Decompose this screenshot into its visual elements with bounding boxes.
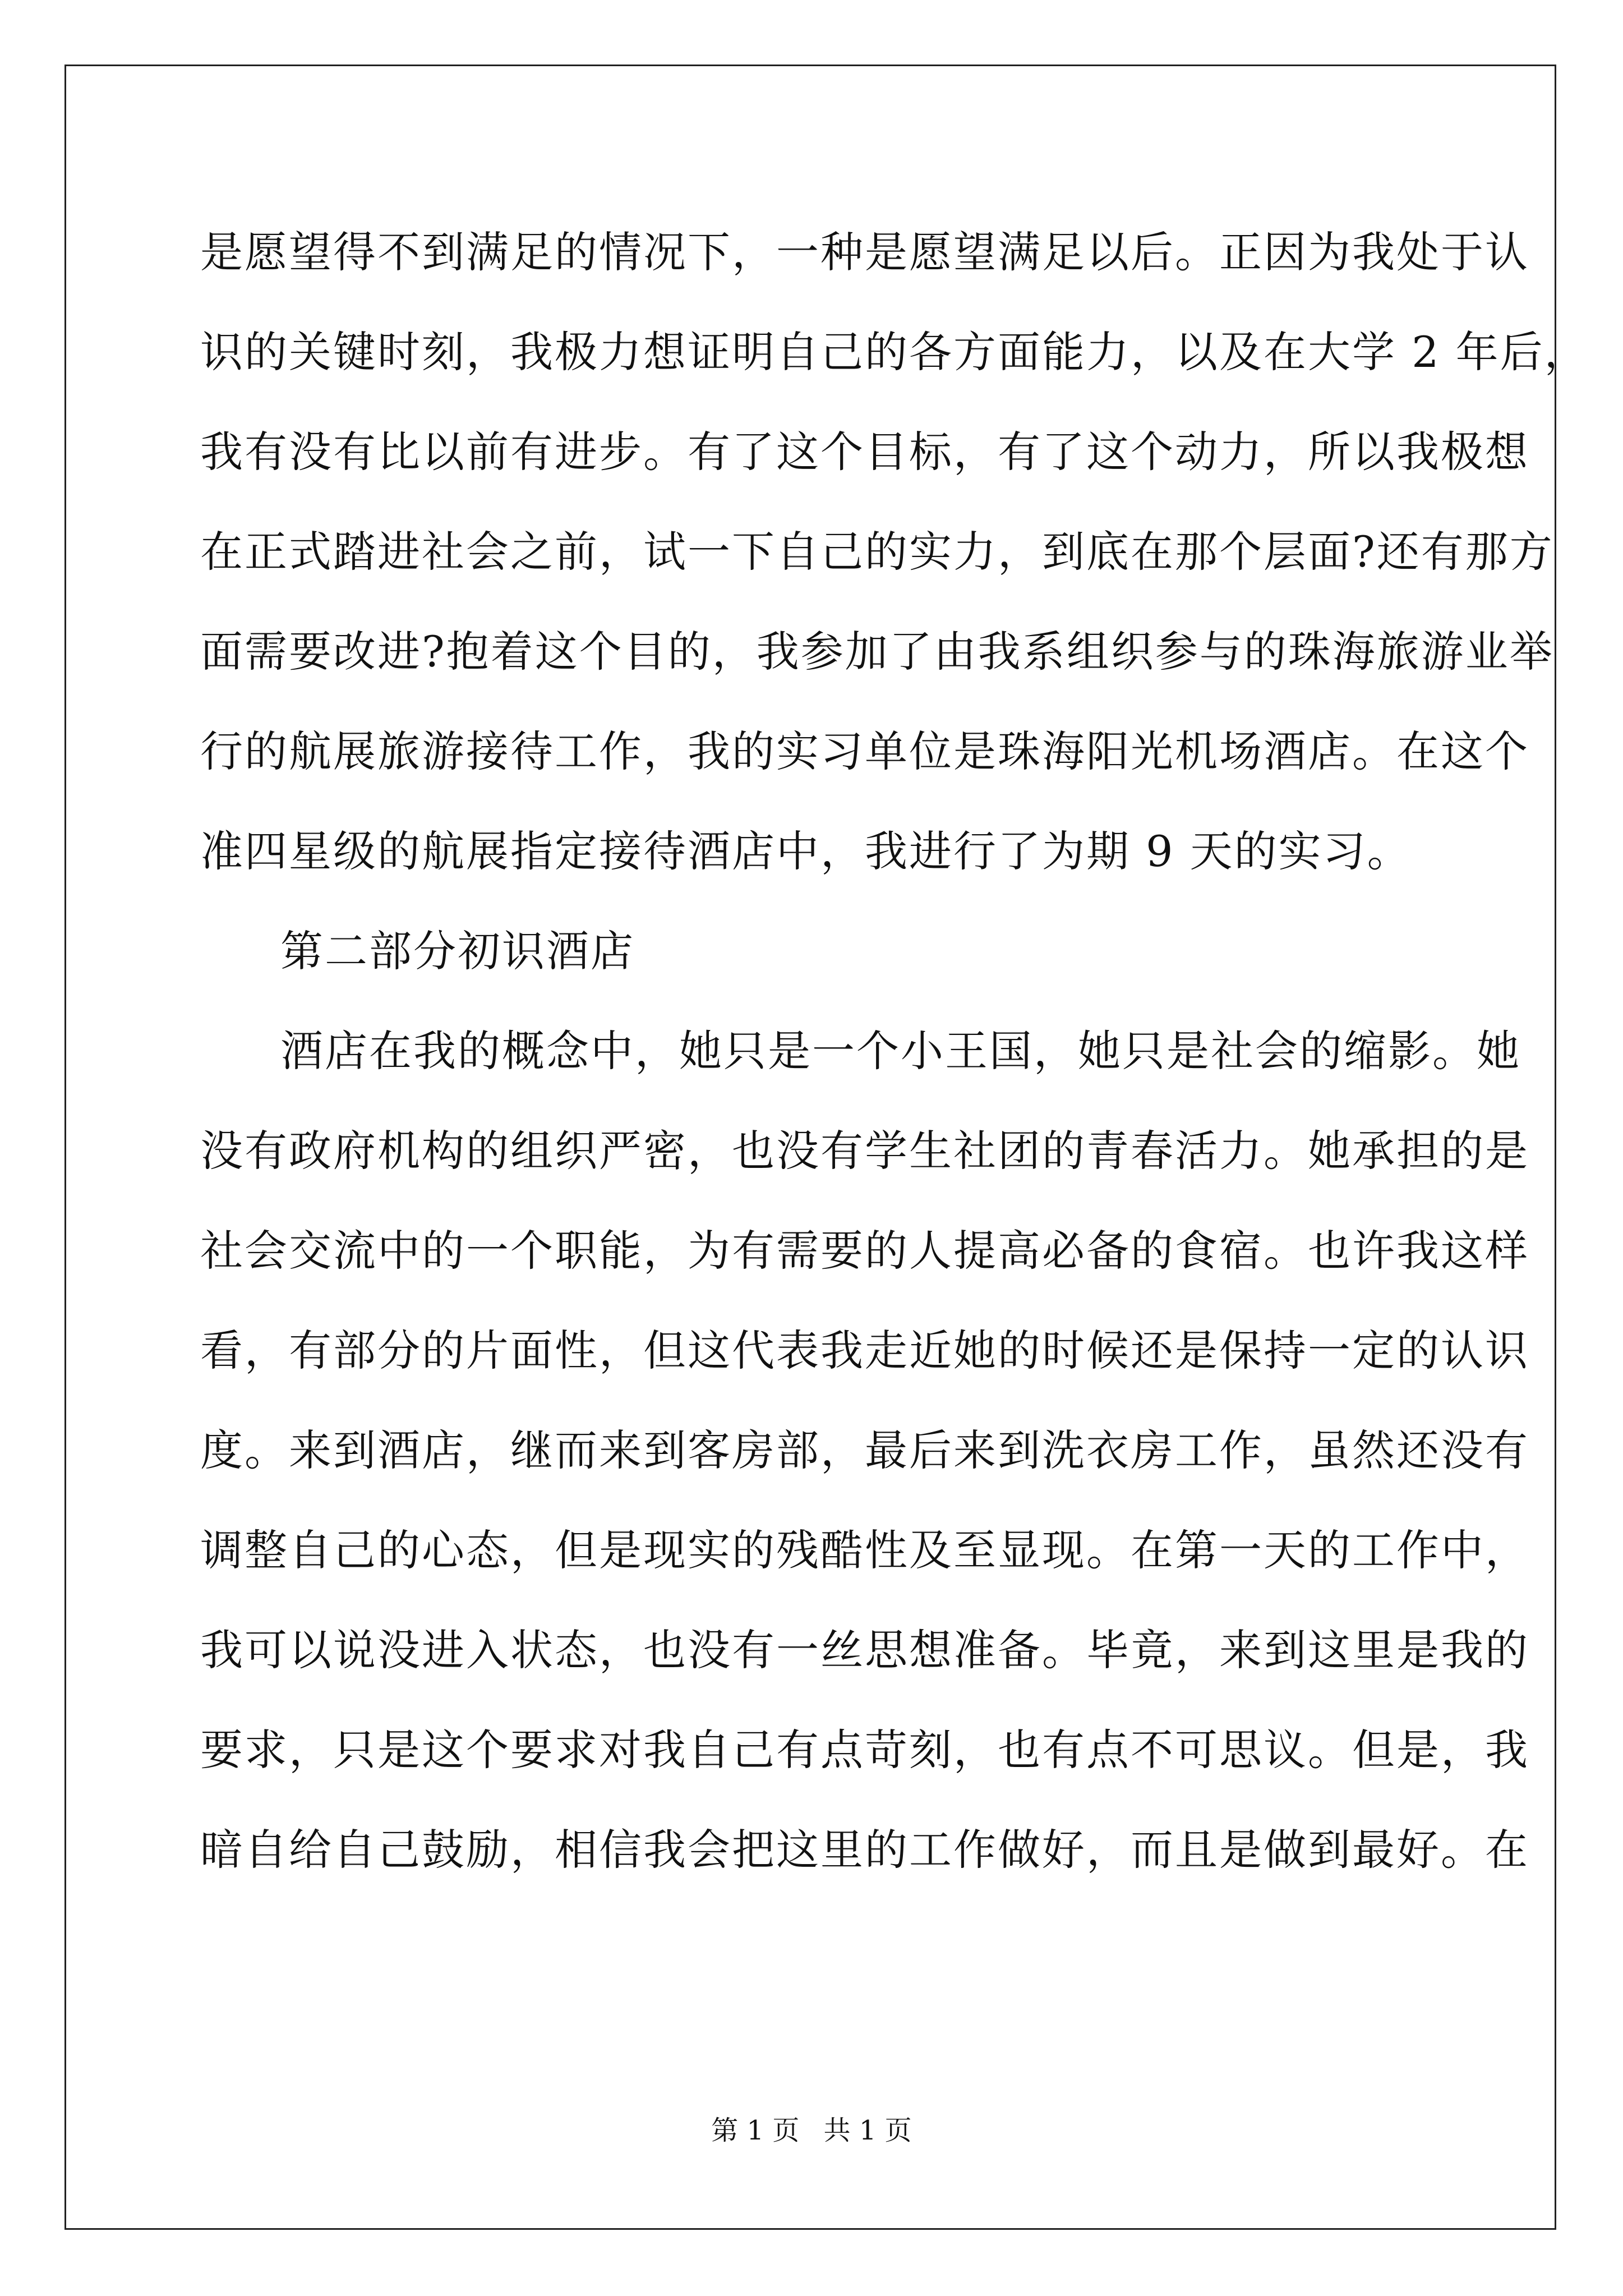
body-line-12: 看，有部分的片面性，但这代表我走近她的时候还是保持一定的认识 [200,1326,1529,1375]
body-line-2: 识的关键时刻，我极力想证明自己的各方面能力，以及在大学 2 年后， [200,327,1589,377]
body-line-13: 度。来到酒店，继而来到客房部，最后来到洗衣房工作，虽然还没有 [200,1425,1529,1475]
body-line-7: 准四星级的航展指定接待酒店中，我进行了为期 9 天的实习。 [200,826,1412,876]
page-footer [0,2114,1623,2147]
body-line-17: 暗自给自己鼓励，相信我会把这里的工作做好，而且是做到最好。在 [200,1825,1529,1875]
page-total: 共 1 页 [823,2115,912,2146]
body-line-6: 行的航展旅游接待工作，我的实习单位是珠海阳光机场酒店。在这个 [200,726,1529,776]
body-line-1: 是愿望得不到满足的情况下，一种是愿望满足以后。正因为我处于认 [200,227,1529,277]
body-line-11: 社会交流中的一个职能，为有需要的人提高必备的食宿。也许我这样 [200,1226,1529,1276]
page-number: 第 1 页 [711,2115,800,2146]
body-line-14: 调整自己的心态，但是现实的残酷性及至显现。在第一天的工作中， [200,1525,1529,1575]
body-line-9: 酒店在我的概念中，她只是一个小王国，她只是社会的缩影。她 [280,1026,1521,1076]
body-line-4: 在正式踏进社会之前，试一下自己的实力，到底在那个层面?还有那方 [200,527,1554,577]
body-line-15: 我可以说没进入状态，也没有一丝思想准备。毕竟，来到这里是我的 [200,1625,1529,1675]
body-line-3: 我有没有比以前有进步。有了这个目标，有了这个动力，所以我极想 [200,427,1529,477]
body-line-16: 要求，只是这个要求对我自己有点苛刻，也有点不可思议。但是，我 [200,1725,1529,1775]
section-heading: 第二部分初识酒店 [280,926,635,976]
body-line-5: 面需要改进?抱着这个目的，我参加了由我系组织参与的珠海旅游业举 [200,627,1554,677]
body-line-10: 没有政府机构的组织严密，也没有学生社团的青春活力。她承担的是 [200,1126,1529,1176]
